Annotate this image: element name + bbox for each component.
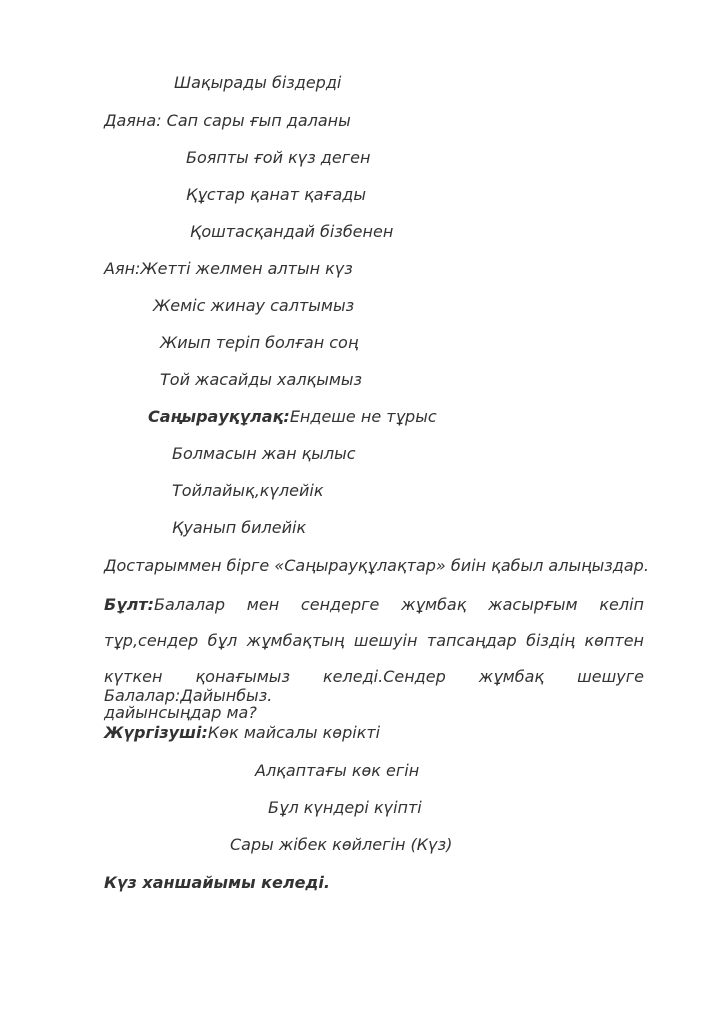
verse-line: Даяна: Сап сары ғып даланы [104, 111, 351, 130]
speaker-label: Бұлт: [104, 595, 155, 614]
verse-line: Аян:Жетті желмен алтын күз [104, 259, 353, 278]
speaker-label: Жүргізуші: [104, 723, 208, 742]
verse-line: Жиып теріп болған соң [160, 333, 359, 352]
verse-line: Бұл күндері күіпті [268, 798, 422, 817]
speaker-paragraph [104, 587, 644, 731]
verse-line: Болмасын жан қылыс [172, 444, 356, 463]
verse-line: Қоштасқандай бізбенен [190, 222, 394, 241]
paragraph-text: Балалар мен сендерге жұмбақ жасырғым келіп тұр,сендер бұл жұмбақтың шешуін тапсаңдар біздің көптен күткен қонағымыз келеді.Сендер жұмбақ шешуге дайынсыңдар ма? [104, 595, 644, 722]
verse-line: Жеміс жинау салтымыз [153, 296, 355, 315]
verse-line: Құстар қанат қағады [186, 185, 366, 204]
verse-line: Тойлайық,күлейік [172, 481, 324, 500]
speaker-label: Саңырауқұлақ: [148, 407, 290, 426]
verse-line: Шақырады біздерді [174, 73, 342, 92]
speaker-line [104, 723, 380, 743]
verse-line: Қуанып билейік [172, 518, 307, 537]
verse-line: Сары жібек көйлегін (Күз) [230, 835, 453, 854]
verse-line: Бояпты ғой күз деген [186, 148, 371, 167]
speaker-line [148, 407, 437, 427]
prose-line: Достарыммен бірге «Саңырауқұлақтар» биін қабыл алыңыздар. [104, 556, 649, 575]
verse-line: Алқаптағы көк егін [255, 761, 420, 780]
verse-line: Той жасайды халқымыз [160, 370, 363, 389]
prose-line: Балалар:Дайынбыз. [104, 686, 273, 705]
verse-text: Көк майсалы көрікті [207, 723, 381, 742]
verse-text: Ендеше не тұрыс [289, 407, 437, 426]
closing-line: Күз ханшайымы келеді. [104, 873, 330, 892]
